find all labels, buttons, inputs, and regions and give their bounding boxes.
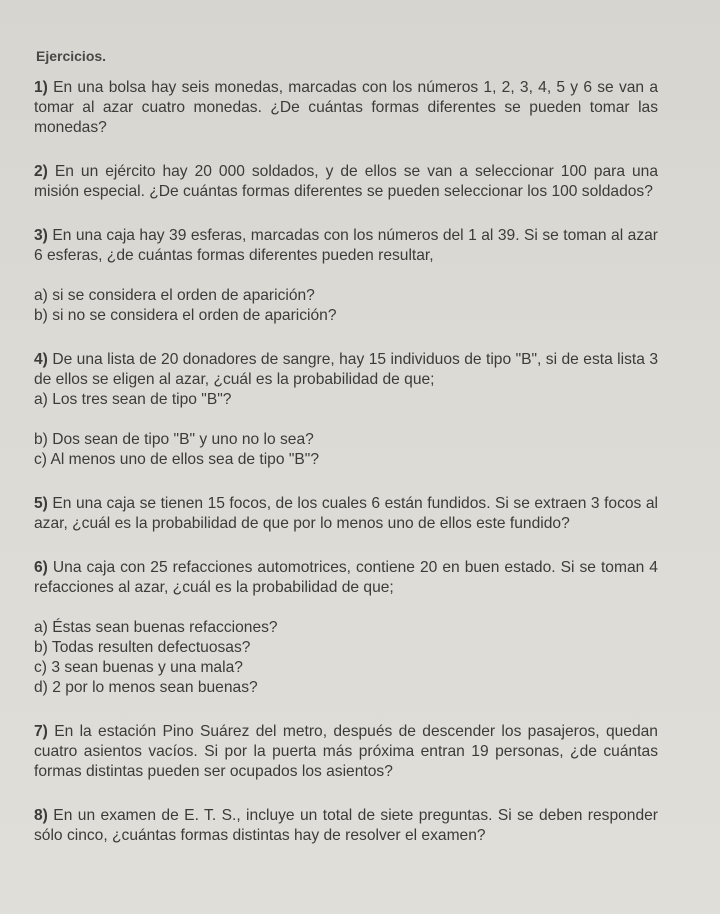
problem-7-number: 7) bbox=[34, 723, 48, 740]
problem-4 bbox=[34, 350, 658, 390]
problem-5-number: 5) bbox=[34, 495, 48, 512]
problem-4-option-a: a) Los tres sean de tipo "B"? bbox=[34, 391, 232, 408]
problem-1-text: En una bolsa hay seis monedas, marcadas con los números 1, 2, 3, 4, 5 y 6 se van a tomar al azar cuatro monedas. ¿De cuántas formas diferentes se pueden tomar las monedas? bbox=[34, 79, 658, 136]
problem-4-number: 4) bbox=[34, 351, 48, 368]
problem-6-option-b: b) Todas resulten defectuosas? bbox=[34, 639, 251, 656]
problem-2 bbox=[34, 162, 658, 202]
problem-2-number: 2) bbox=[34, 163, 48, 180]
problem-4-option-b: b) Dos sean de tipo "B" y uno no lo sea? bbox=[34, 431, 314, 448]
problem-3-text: En una caja hay 39 esferas, marcadas con los números del 1 al 39. Si se toman al azar 6 esferas, ¿de cuántas formas diferentes pueden resultar, bbox=[34, 227, 658, 264]
problem-3-number: 3) bbox=[34, 227, 48, 244]
problem-2-text: En un ejército hay 20 000 soldados, y de ellos se van a seleccionar 100 para una misión especial. ¿De cuántas formas diferentes se pueden seleccionar los 100 soldados? bbox=[34, 163, 658, 200]
problem-7-text: En la estación Pino Suárez del metro, después de descender los pasajeros, quedan cuatro asientos vacíos. Si por la puerta más próxima entran 19 personas, ¿de cuántas formas distintas pueden ser ocupados los asientos? bbox=[34, 723, 658, 780]
problem-1-number: 1) bbox=[34, 79, 48, 96]
problem-3-option-a: a) si se considera el orden de aparición? bbox=[34, 287, 315, 304]
problem-6-option-d: d) 2 por lo menos sean buenas? bbox=[34, 679, 258, 696]
problem-6-number: 6) bbox=[34, 559, 48, 576]
problem-8-number: 8) bbox=[34, 807, 48, 824]
problem-6-text: Una caja con 25 refacciones automotrices, contiene 20 en buen estado. Si se toman 4 refacciones al azar, ¿cuál es la probabilidad de que; bbox=[34, 559, 658, 596]
problem-5 bbox=[34, 494, 658, 534]
problem-3-option-b: b) si no se considera el orden de aparición? bbox=[34, 307, 337, 324]
problem-8-text: En un examen de E. T. S., incluye un total de siete preguntas. Si se deben responder sólo cinco, ¿cuántas formas distintas hay de resolver el examen? bbox=[34, 807, 658, 844]
problem-5-text: En una caja se tienen 15 focos, de los cuales 6 están fundidos. Si se extraen 3 focos al azar, ¿cuál es la probabilidad de que por lo menos uno de ellos este fundido? bbox=[34, 495, 658, 532]
problem-1 bbox=[34, 78, 658, 138]
problem-4-option-c: c) Al menos uno de ellos sea de tipo "B"? bbox=[34, 451, 319, 468]
problem-8 bbox=[34, 806, 658, 846]
problem-7 bbox=[34, 722, 658, 782]
worksheet-title: Ejercicios. bbox=[36, 48, 107, 64]
problem-3 bbox=[34, 226, 658, 266]
problem-6-option-c: c) 3 sean buenas y una mala? bbox=[34, 659, 243, 676]
problem-4-text: De una lista de 20 donadores de sangre, hay 15 individuos de tipo "B", si de esta lista 3 de ellos se eligen al azar, ¿cuál es la probabilidad de que; bbox=[34, 351, 658, 388]
problem-6 bbox=[34, 558, 658, 598]
problem-6-option-a: a) Éstas sean buenas refacciones? bbox=[34, 619, 278, 636]
